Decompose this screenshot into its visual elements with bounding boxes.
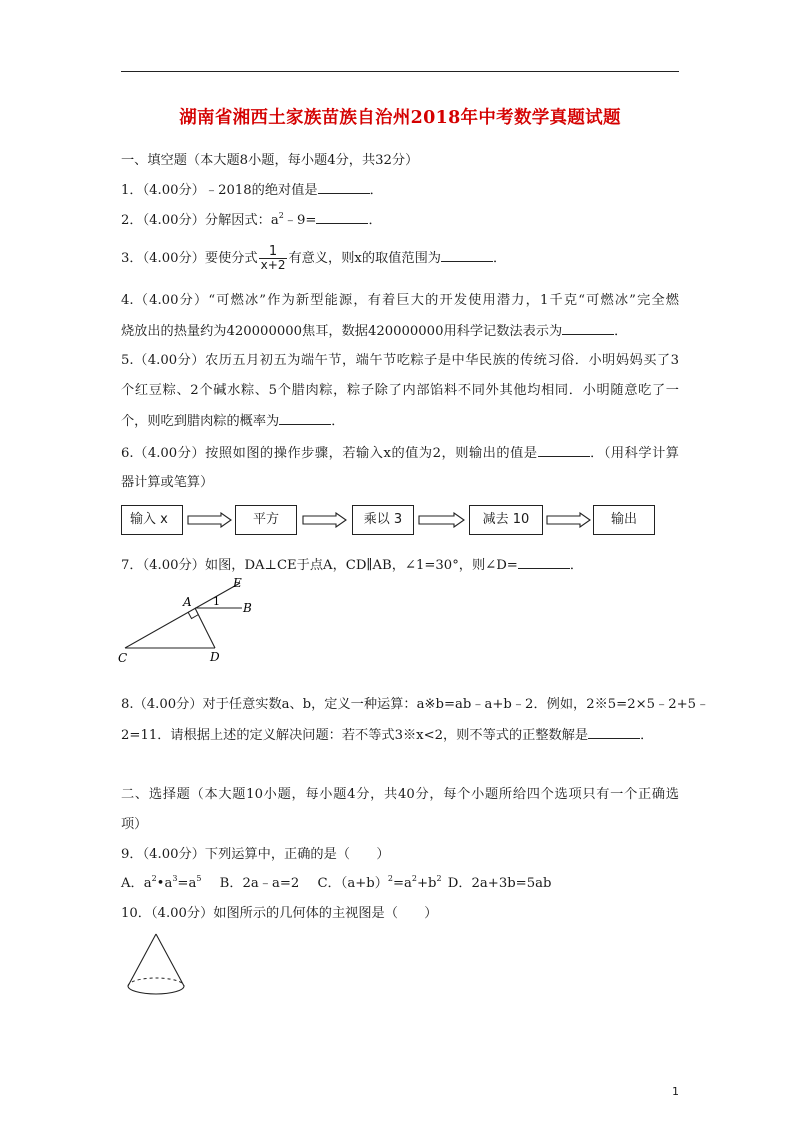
page-title: 湖南省湘西土家族苗族自治州2018年中考数学真题试题 (179, 108, 621, 128)
answer-blank (441, 249, 493, 262)
cone-base-back (128, 978, 184, 986)
question-6-text: 6.（4.00分）按照如图的操作步骤，若输入x的值为2，则输出的值是 (121, 446, 538, 461)
option-a (121, 876, 201, 891)
line-ce (125, 583, 240, 648)
question-3 (121, 245, 506, 272)
question-8-end: ． (640, 728, 654, 743)
section-2-heading-line-2: 项） (121, 817, 148, 832)
fraction-denominator: x+2 (260, 258, 286, 272)
cone-figure (122, 930, 192, 1002)
question-3-text: 3．（4.00分）要使分式 (121, 251, 258, 266)
question-6-line-2: 器计算或笔算） (121, 475, 214, 490)
cone-base-front (128, 986, 184, 994)
question-3-mid: 有意义，则x的取值范围为 (288, 251, 441, 266)
question-4-text: 烧放出的热量约为420000000焦耳，数据420000000用科学记数法表示为 (121, 324, 563, 339)
section-2-heading-line-1: 二、选择题（本大题10小题，每小题4分，共40分，每个小题所给四个选项只有一个正确选 (121, 787, 679, 802)
answer-blank (316, 211, 368, 224)
option-a-text: A．a (121, 876, 152, 891)
question-6-line-1 (121, 444, 679, 463)
exponent: 2 (436, 874, 442, 883)
fraction (259, 245, 288, 272)
question-7-text: 7．（4.00分）如图，DA⊥CE于点A，CD∥AB，∠1=30°，则∠D= (121, 558, 518, 573)
question-10-stem: 10．（4.00分）如图所示的几何体的主视图是（ ） (121, 906, 438, 921)
question-1 (121, 181, 383, 200)
answer-blank (518, 556, 570, 569)
label-angle-1: 1 (213, 595, 220, 608)
question-5-line-3 (121, 412, 344, 431)
label-a: A (183, 595, 192, 609)
question-6-note: ．（用科学计算 (589, 446, 679, 461)
question-7 (121, 556, 583, 575)
question-4-line-1: 4.（4.00分）“可燃冰”作为新型能源，有着巨大的开发使用潜力，1千克“可燃冰”完全燃 (121, 293, 679, 308)
label-e: E (233, 578, 242, 590)
exponent: 2 (411, 874, 417, 883)
exponent: 3 (172, 874, 178, 883)
header-rule (121, 71, 679, 72)
flow-arrow-icon (302, 512, 348, 528)
flow-square-box: 平方 (235, 505, 297, 535)
label-b: B (243, 601, 252, 615)
answer-blank (538, 444, 590, 457)
question-5-text: 个，则吃到腊肉粽的概率为 (121, 414, 280, 429)
option-d: D．2a+3b=5ab (447, 876, 552, 891)
question-2-end: ． (368, 213, 382, 228)
answer-blank (318, 181, 370, 194)
flow-multiply-box: 乘以 3 (352, 505, 414, 535)
exponent: 2 (151, 874, 157, 883)
question-5-line-1: 5.（4.00分）农历五月初五为端午节，端午节吃粽子是中华民族的传统习俗．小明妈妈买了3 (121, 353, 679, 368)
question-3-end: ． (492, 251, 507, 266)
flow-arrow-icon (418, 512, 466, 528)
segment-ad (195, 608, 215, 648)
question-8-line-1: 8.（4.00分）对于任意实数a、b，定义一种运算：a※b=ab﹣a+b﹣2．例如，2※5=2×5﹣2+5﹣ (121, 697, 710, 712)
question-8-line-2 (121, 726, 653, 745)
geometry-figure (115, 578, 255, 666)
fraction-numerator: 1 (268, 244, 278, 259)
section-1-heading: 一、填空题（本大题8小题，每小题4分，共32分） (121, 153, 419, 168)
flow-output-box: 输出 (593, 505, 655, 535)
option-a-end: =a (177, 876, 197, 891)
label-d: D (210, 650, 220, 664)
question-2 (121, 211, 382, 230)
option-a-mid: •a (156, 876, 173, 891)
question-9-stem: 9．（4.00分）下列运算中，正确的是（ ） (121, 847, 390, 862)
option-c-text: C．（a+b） (317, 876, 388, 891)
answer-blank (562, 322, 614, 335)
answer-blank (588, 726, 640, 739)
question-1-text: 1．（4.00分）﹣2018的绝对值是 (121, 183, 318, 198)
question-2-mid: ﹣9= (283, 213, 317, 228)
question-5-end: ． (331, 414, 345, 429)
flow-input-box: 输入 x (121, 505, 183, 535)
answer-blank (279, 412, 331, 425)
cone-right-edge (156, 934, 184, 986)
flow-arrow-icon (546, 512, 592, 528)
flow-subtract-box: 减去 10 (469, 505, 543, 535)
question-9-options (121, 875, 551, 893)
exponent: 2 (387, 874, 393, 883)
option-b: B．2a﹣a=2 (219, 876, 300, 891)
question-4-end: ． (614, 324, 628, 339)
exponent: 2 (278, 211, 284, 220)
label-c: C (118, 651, 128, 665)
question-8-text: 2=11．请根据上述的定义解决问题：若不等式3※x<2，则不等式的正整数解是 (121, 728, 589, 743)
question-4-line-2 (121, 322, 627, 341)
exponent: 5 (196, 874, 202, 883)
option-c (317, 876, 441, 891)
option-c-mid: =a (392, 876, 412, 891)
question-7-end: ． (569, 558, 584, 573)
page-number: 1 (672, 1085, 679, 1098)
option-c-mid2: +b (416, 876, 437, 891)
question-5-line-2: 个红豆粽、2个碱水粽、5个腊肉粽，粽子除了内部馅料不同外其他均相同．小明随意吃了一 (121, 383, 679, 398)
flow-arrow-icon (187, 512, 233, 528)
question-1-end: ． (369, 183, 383, 198)
question-2-text: 2．（4.00分）分解因式：a (121, 213, 279, 228)
